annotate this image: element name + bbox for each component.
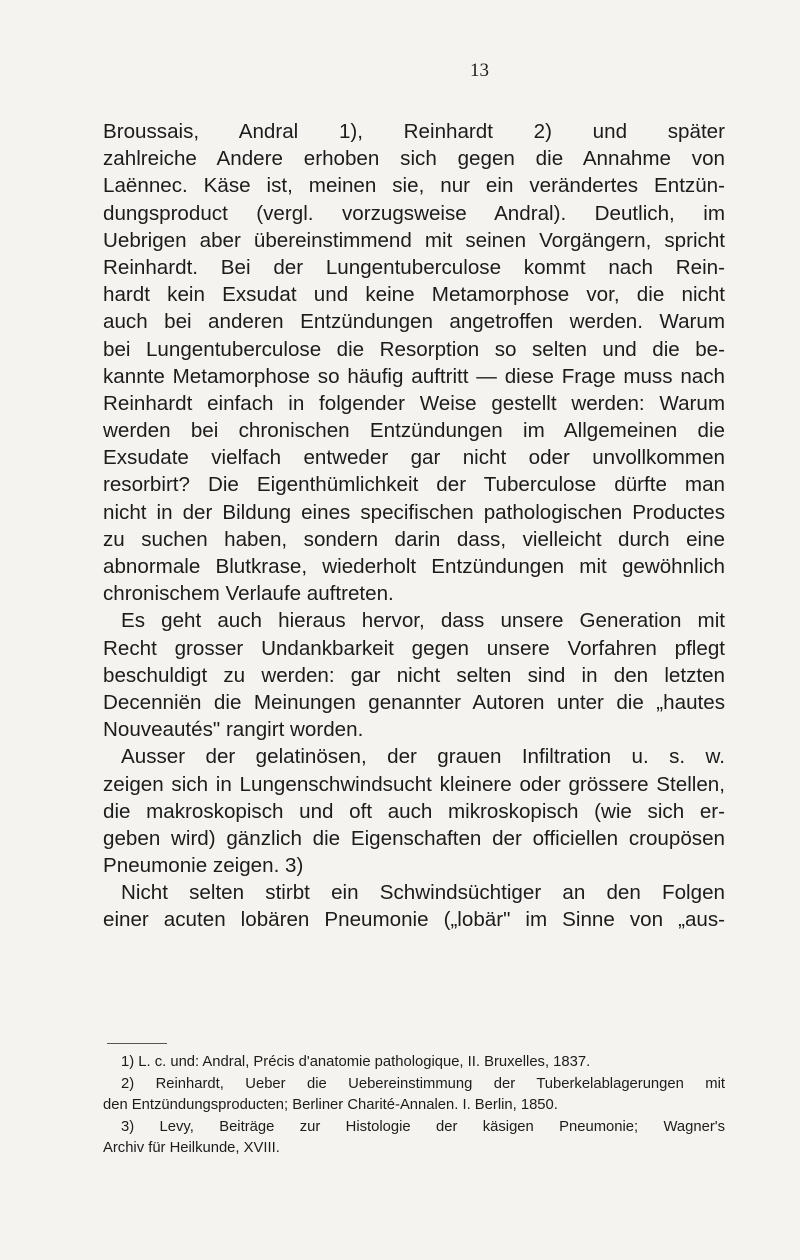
text-line: zeigen sich in Lungenschwindsucht kleinere oder grössere Stellen,: [103, 772, 725, 796]
body-text: [103, 118, 725, 934]
text-line: Uebrigen aber übereinstimmend mit seinen Vorgängern, spricht: [103, 228, 725, 252]
footnote-line: 3) Levy, Beiträge zur Histologie der käsigen Pneumonie; Wagner's: [121, 1118, 725, 1135]
text-line: Broussais, Andral 1), Reinhardt 2) und später: [103, 120, 725, 143]
text-line: zu suchen haben, sondern darin dass, vielleicht durch eine: [103, 527, 725, 551]
text-line: kannte Metamorphose so häufig auftritt — diese Frage muss nach: [103, 364, 725, 388]
footnote-line: 2) Reinhardt, Ueber die Uebereinstimmung der Tuberkelablagerungen mit: [121, 1075, 725, 1092]
text-line: Pneumonie zeigen. 3): [103, 854, 304, 878]
text-line: Es geht auch hieraus hervor, dass unsere Generation mit: [121, 609, 725, 633]
page-number: 13: [470, 60, 489, 81]
text-line: hardt kein Exsudat und keine Metamorphose vor, die nicht: [103, 283, 725, 307]
text-line: Exsudate vielfach entweder gar nicht oder unvollkommen: [103, 446, 725, 470]
text-line: nicht in der Bildung eines specifischen pathologischen Productes: [103, 500, 725, 524]
text-line: abnormale Blutkrase, wiederholt Entzündungen mit gewöhnlich: [103, 555, 725, 578]
text-line: Ausser der gelatinösen, der grauen Infiltration u. s. w.: [121, 745, 725, 769]
text-line: die makroskopisch und oft auch mikroskopisch (wie sich er-: [103, 799, 725, 823]
text-line: einer acuten lobären Pneumonie („lobär" im Sinne von „aus-: [103, 908, 725, 932]
text-line: resorbirt? Die Eigenthümlichkeit der Tuberculose dürfte man: [103, 473, 725, 497]
text-line: Reinhardt. Bei der Lungentuberculose kommt nach Rein-: [103, 255, 725, 279]
footnotes: [103, 1052, 725, 1160]
text-line: geben wird) gänzlich die Eigenschaften der officiellen croupösen: [103, 826, 725, 850]
footnote-divider: [107, 1043, 167, 1044]
footnote-line: 1) L. c. und: Andral, Précis d'anatomie pathologique, II. Bruxelles, 1837.: [121, 1054, 591, 1070]
text-line: werden bei chronischen Entzündungen im Allgemeinen die: [103, 419, 725, 443]
text-line: beschuldigt zu werden: gar nicht selten sind in den letzten: [103, 663, 725, 687]
text-line: Nouveautés" rangirt worden.: [103, 718, 364, 742]
footnote-line: Archiv für Heilkunde, XVIII.: [103, 1140, 280, 1157]
text-line: dungsproduct (vergl. vorzugsweise Andral). Deutlich, im: [103, 201, 725, 225]
text-line: auch bei anderen Entzündungen angetroffen werden. Warum: [103, 310, 725, 334]
text-line: Nicht selten stirbt ein Schwindsüchtiger an den Folgen: [121, 881, 725, 905]
text-line: Decenniën die Meinungen genannter Autoren unter die „hautes: [103, 690, 725, 714]
footnote-line: den Entzündungsproducten; Berliner Charité-Annalen. I. Berlin, 1850.: [103, 1097, 558, 1114]
text-line: chronischem Verlaufe auftreten.: [103, 582, 394, 606]
text-line: Laënnec. Käse ist, meinen sie, nur ein verändertes Entzün-: [103, 174, 725, 198]
text-line: bei Lungentuberculose die Resorption so selten und die be-: [103, 337, 725, 361]
text-line: zahlreiche Andere erhoben sich gegen die Annahme von: [103, 147, 725, 171]
text-line: Recht grosser Undankbarkeit gegen unsere Vorfahren pflegt: [103, 636, 725, 660]
text-line: Reinhardt einfach in folgender Weise gestellt werden: Warum: [103, 391, 725, 415]
